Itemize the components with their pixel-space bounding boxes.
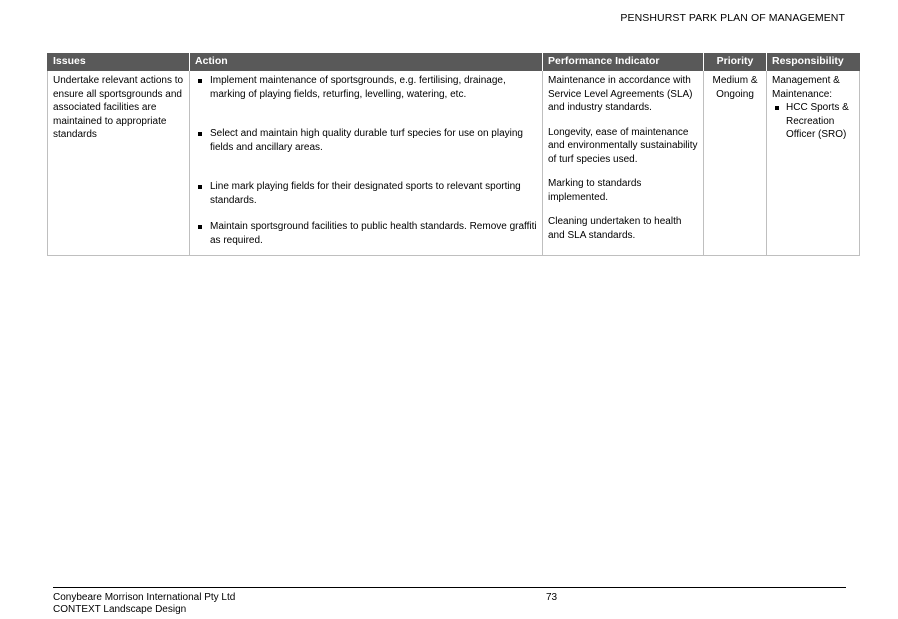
action-item: Maintain sportsground facilities to public health standards. Remove graffiti as required. bbox=[195, 220, 537, 247]
footer-company bbox=[53, 592, 235, 616]
performance-indicator: Cleaning undertaken to health and SLA standards. bbox=[548, 216, 682, 241]
footer-company-line: Conybeare Morrison International Pty Ltd bbox=[53, 592, 236, 603]
footer-divider bbox=[53, 587, 846, 588]
footer-company-line: CONTEXT Landscape Design bbox=[53, 604, 187, 615]
action-item: Line mark playing fields for their designated sports to relevant sporting standards. bbox=[195, 180, 537, 207]
table-header-row bbox=[48, 53, 860, 71]
column-header-action: Action bbox=[190, 53, 543, 71]
performance-indicator: Maintenance in accordance with Service Level Agreements (SLA) and industry standards. bbox=[548, 75, 693, 113]
performance-indicator: Longevity, ease of maintenance and environmentally sustainability of turf species used. bbox=[548, 126, 698, 165]
table-row bbox=[48, 71, 860, 256]
column-header-responsibility: Responsibility bbox=[767, 53, 860, 71]
running-header: PENSHURST PARK PLAN OF MANAGEMENT bbox=[620, 12, 845, 24]
page-number: 73 bbox=[546, 592, 558, 603]
action-cell bbox=[190, 71, 543, 256]
responsibility-item: HCC Sports & Recreation Officer (SRO) bbox=[772, 101, 854, 142]
management-table bbox=[47, 53, 860, 256]
action-item: Select and maintain high quality durable turf species for use on playing fields and ancillary areas. bbox=[195, 127, 537, 154]
action-list bbox=[195, 74, 537, 247]
responsibility-heading: Management & Maintenance: bbox=[772, 75, 840, 100]
column-header-priority: Priority bbox=[704, 53, 767, 71]
priority-cell: Medium & Ongoing bbox=[704, 71, 767, 256]
responsibility-cell bbox=[767, 71, 860, 256]
column-header-performance-indicator: Performance Indicator bbox=[543, 53, 704, 71]
performance-indicator-cell bbox=[543, 71, 704, 256]
performance-indicator: Marking to standards implemented. bbox=[548, 178, 642, 203]
issue-cell: Undertake relevant actions to ensure all sportsgrounds and associated facilities are maintained to appropriate standards bbox=[48, 71, 190, 256]
action-item: Implement maintenance of sportsgrounds, e.g. fertilising, drainage, marking of playing fields, returfing, levelling, watering, etc. bbox=[195, 74, 537, 101]
responsibility-list bbox=[772, 101, 854, 142]
column-header-issues: Issues bbox=[48, 53, 190, 71]
